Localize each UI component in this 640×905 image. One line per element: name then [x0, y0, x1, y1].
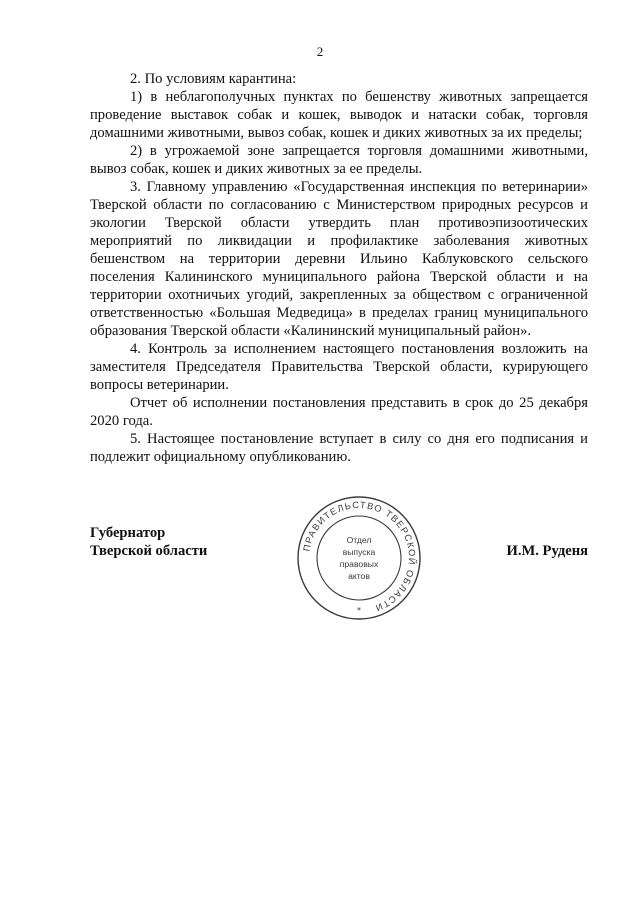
paragraph-veterinary-plan: 3. Главному управлению «Государственная инспекция по ветеринарии» Тверской области по согласованию с Министерством природных ресурсов и экологии Тверской области утвердить план противоэпизоотических мероприятий по ликвидации и профилактике заболевания животных бешенством на территории деревни Ильино Каблуковского сельского поселения Калининского муниципального района Тверской области и на территории охотничьих угодий, закрепленных за обществом с ограниченной ответственностью «Большая Медведица» в пределах границ муниципального образования Тверской области «Калининский муниципальный район». — [90, 179, 588, 339]
paragraph-control: 4. Контроль за исполнением настоящего постановления возложить на заместителя Председателя Правительства Тверской области, курирующего вопросы ветеринарии. — [90, 341, 588, 393]
signature-position-line2: Тверской области — [90, 543, 208, 559]
seal-center-line4: актов — [348, 571, 370, 581]
paragraph-quarantine-conditions: 2. По условиям карантина: — [130, 71, 297, 87]
seal-center-line3: правовых — [339, 559, 379, 569]
paragraph-effective-date: 5. Настоящее постановление вступает в силу со дня его подписания и подлежит официальному опубликованию. — [90, 431, 588, 465]
seal-center-line2: выпуска — [342, 547, 376, 557]
paragraph-unfavorable-points: 1) в неблагополучных пунктах по бешенству животных запрещается проведение выставок собак и кошек, выводок и натаски собак, торговля домашними животными, вывоз собак, кошек и диких животных за их пределы; — [90, 89, 588, 141]
signature-name: И.М. Руденя — [506, 543, 588, 559]
seal-center-line1: Отдел — [346, 535, 372, 545]
paragraph-threatened-zone: 2) в угрожаемой зоне запрещается торговля домашними животными, вывоз собак, кошек и диких животных за ее пределы. — [90, 143, 588, 177]
paragraph-report-deadline: Отчет об исполнении постановления представить в срок до 25 декабря 2020 года. — [90, 395, 588, 429]
page-number: 2 — [316, 44, 324, 59]
seal-inner-ring — [317, 516, 401, 600]
official-seal-stamp — [295, 494, 423, 622]
seal-star-icon: * — [357, 606, 361, 615]
seal-outer-ring — [298, 497, 420, 619]
signature-position-line1: Губернатор — [90, 525, 166, 541]
signature-position — [90, 524, 207, 560]
document-body — [90, 70, 588, 466]
seal-ring-text: ПРАВИТЕЛЬСТВО ТВЕРСКОЙ ОБЛАСТИ — [301, 499, 418, 614]
